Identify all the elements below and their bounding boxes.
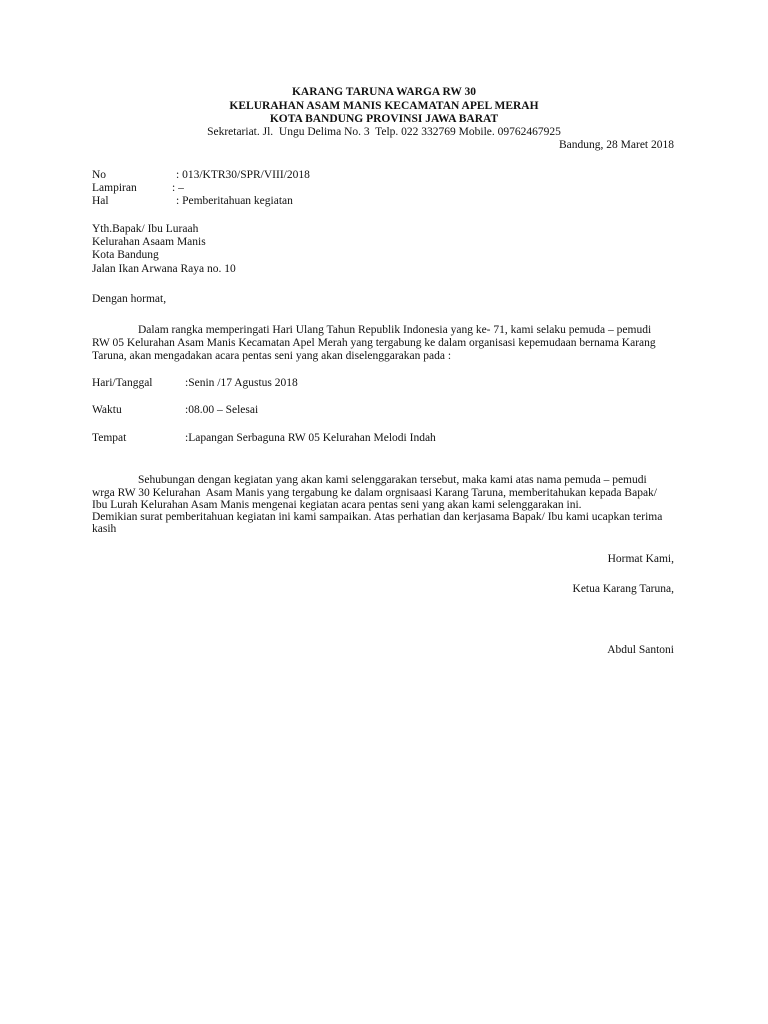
closing-position: Ketua Karang Taruna, xyxy=(572,583,674,595)
letterhead-city: KOTA BANDUNG PROVINSI JAWA BARAT xyxy=(269,113,499,125)
event-time-value: :08.00 – Selesai xyxy=(185,404,259,416)
paragraph-line: Taruna, akan mengadakan acara pentas seni yang akan diselenggarakan pada : xyxy=(92,350,452,362)
recipient-line: Kelurahan Asaam Manis xyxy=(92,236,206,248)
closing-regards: Hormat Kami, xyxy=(607,553,674,565)
recipient-line: Kota Bandung xyxy=(92,249,159,261)
event-date-label: Hari/Tanggal xyxy=(92,377,153,389)
signatory-name: Abdul Santoni xyxy=(607,644,674,656)
event-place-label: Tempat xyxy=(92,432,127,444)
paragraph-line: RW 05 Kelurahan Asam Manis Kecamatan Apel Merah yang tergabung ke dalam organisasi kepemudaan bernama Karang xyxy=(92,337,656,349)
no-value: : 013/KTR30/SPR/VIII/2018 xyxy=(176,169,310,181)
event-place-value: :Lapangan Serbaguna RW 05 Kelurahan Melodi Indah xyxy=(185,432,436,444)
paragraph-line: wrga RW 30 Kelurahan Asam Manis yang tergabung ke dalam orgnisaasi Karang Taruna, memberitahukan kepada Bapak/ xyxy=(92,487,657,499)
event-date-value: :Senin /17 Agustus 2018 xyxy=(185,377,298,389)
letterhead-org: KARANG TARUNA WARGA RW 30 xyxy=(291,86,477,98)
paragraph-line: Ibu Lurah Kelurahan Asam Manis mengenai kegiatan acara pentas seni yang akan kami selenggarakan ini. xyxy=(92,499,582,511)
no-label: No xyxy=(92,169,107,181)
paragraph-line: kasih xyxy=(92,523,117,535)
recipient-line: Yth.Bapak/ Ibu Luraah xyxy=(92,223,199,235)
salutation: Dengan hormat, xyxy=(92,293,167,305)
lampiran-label: Lampiran xyxy=(92,182,137,194)
event-time-label: Waktu xyxy=(92,404,122,416)
letterhead-address: Sekretariat. Jl. Ungu Delima No. 3 Telp. 022 332769 Mobile. 09762467925 xyxy=(207,126,561,138)
letterhead-subdistrict: KELURAHAN ASAM MANIS KECAMATAN APEL MERAH xyxy=(229,100,539,112)
recipient-line: Jalan Ikan Arwana Raya no. 10 xyxy=(92,263,236,275)
letter-date: Bandung, 28 Maret 2018 xyxy=(559,139,674,151)
paragraph-line: Dalam rangka memperingati Hari Ulang Tahun Republik Indonesia yang ke- 71, kami selaku pemuda – pemudi xyxy=(138,324,652,336)
paragraph-line: Demikian surat pemberitahuan kegiatan ini kami sampaikan. Atas perhatian dan kerjasama Bapak/ Ibu kami ucapkan terima xyxy=(92,511,663,523)
lampiran-value: : – xyxy=(172,182,184,194)
hal-label: Hal xyxy=(92,195,109,207)
paragraph-line: Sehubungan dengan kegiatan yang akan kami selenggarakan tersebut, maka kami atas nama pemuda – pemudi xyxy=(138,474,647,486)
hal-value: : Pemberitahuan kegiatan xyxy=(176,195,293,207)
